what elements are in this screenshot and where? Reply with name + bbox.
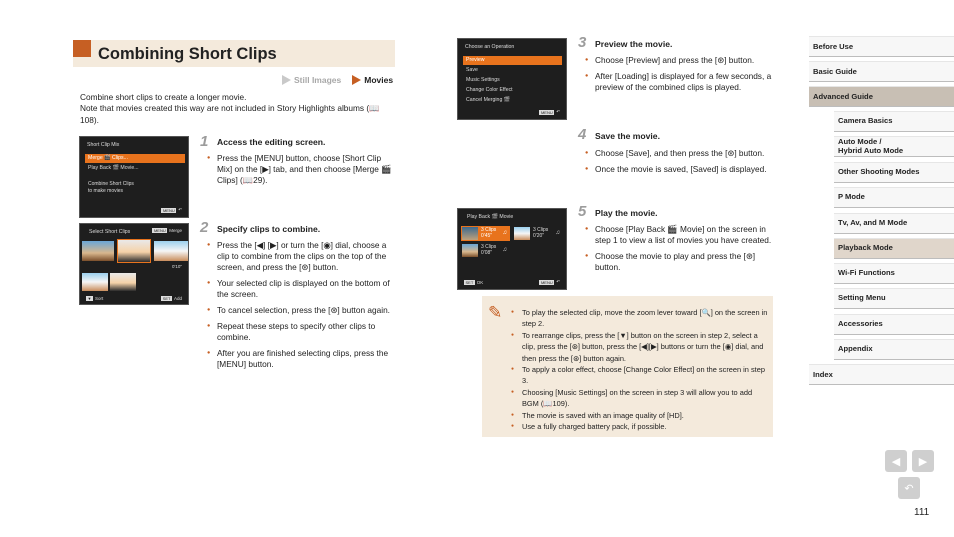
triangle-icon bbox=[282, 75, 291, 85]
tip-item: ● The movie is saved with an image quality of [HD]. bbox=[511, 410, 769, 421]
clip-thumbnail bbox=[154, 241, 188, 261]
step-title-4: Save the movie. bbox=[595, 131, 660, 141]
music-icon: ♫ bbox=[555, 230, 560, 236]
nav-appendix[interactable]: Appendix bbox=[834, 339, 954, 360]
movie-item-2 bbox=[513, 226, 563, 241]
step-4-bullets bbox=[585, 148, 775, 180]
nav-playback-mode[interactable]: Playback Mode bbox=[834, 238, 954, 259]
tip-item: ● To rearrange clips, press the [▼] button on the screen in step 2, select a clip, press the [⊛] button, press the [◀][▶] buttons or turn the [◉] dial, and then press the [⊛] button again. bbox=[511, 330, 769, 364]
nav-camera-basics[interactable]: Camera Basics bbox=[834, 111, 954, 132]
music-icon: ♫ bbox=[502, 230, 507, 236]
tip-item: ● Use a fully charged battery pack, if possible. bbox=[511, 421, 769, 432]
step-1-bullet: ● Press the [MENU] button, choose [Short Clip Mix] on the [▶] tab, and then choose [Merge 🎬 Clips] (📖29). bbox=[207, 153, 392, 186]
movie-thumbnail bbox=[514, 227, 530, 240]
return-icon: ↶ bbox=[556, 109, 560, 114]
ok-hint bbox=[464, 280, 483, 285]
step-5-bullet: ● Choose the movie to play and press the [⊛] button. bbox=[585, 251, 775, 273]
screen-title: Play Back 🎬 Movie bbox=[467, 214, 514, 220]
merge-hint bbox=[152, 228, 182, 233]
camera-screen-play-back-movie bbox=[457, 208, 567, 290]
sort-hint bbox=[86, 296, 103, 301]
prev-page-button[interactable] bbox=[885, 450, 907, 472]
menu-item-preview: Preview bbox=[463, 56, 562, 65]
menu-return-hint bbox=[161, 207, 182, 213]
step-4-bullet: ● Choose [Save], and then press the [⊛] button. bbox=[585, 148, 775, 159]
movie-item-1 bbox=[461, 226, 510, 241]
menu-label: MENU bbox=[162, 207, 175, 213]
movie-duration: 0'08" bbox=[481, 250, 493, 256]
step-5-bullet: ● Choose [Play Back 🎬 Movie] on the screen in step 1 to view a list of movies you have created. bbox=[585, 224, 775, 246]
intro-line-2-text: Note that movies created this way are not included in Story Highlights albums ( bbox=[80, 103, 370, 114]
tip-item: ● Choosing [Music Settings] on the screen in step 3 will allow you to add BGM (📖109). bbox=[511, 387, 769, 410]
menu-item-cancel: Cancel Merging 🎬 bbox=[466, 97, 511, 103]
nav-setting-menu[interactable]: Setting Menu bbox=[834, 288, 954, 309]
intro-end: ). bbox=[93, 114, 99, 125]
step-3-bullets bbox=[585, 55, 775, 98]
return-icon: ↶ bbox=[904, 482, 914, 495]
step-5-bullets bbox=[585, 224, 775, 278]
chevron-left-icon: ◀ bbox=[891, 455, 901, 468]
intro-line-2 bbox=[80, 103, 390, 126]
crumb-movies[interactable]: Movies bbox=[364, 75, 394, 85]
clip-thumbnail bbox=[82, 241, 114, 261]
down-icon: ▼ bbox=[87, 296, 92, 301]
step-number-2: 2 bbox=[200, 219, 209, 236]
menu-return-hint bbox=[539, 109, 560, 115]
chevron-right-icon: ▶ bbox=[918, 455, 928, 468]
intro-ref-link[interactable]: 108 bbox=[80, 114, 94, 125]
nav-before-use[interactable]: Before Use bbox=[809, 36, 954, 57]
movie-duration: 0'45" bbox=[481, 233, 493, 239]
screen-title: Select Short Clips bbox=[89, 229, 131, 235]
step-2-bullet: ● Press the [◀] [▶] or turn the [◉] dial, choose a clip to combine from the clips on the top of the screen, and press the [⊛] button. bbox=[207, 240, 392, 273]
camera-screen-choose-operation bbox=[457, 38, 567, 120]
nav-index[interactable]: Index bbox=[809, 364, 954, 385]
nav-advanced-guide[interactable]: Advanced Guide bbox=[809, 86, 954, 107]
menu-label: MENU bbox=[540, 109, 553, 115]
crumb-still-images[interactable]: Still Images bbox=[294, 75, 342, 85]
sort-label: Sort bbox=[94, 296, 104, 301]
step-title-3: Preview the movie. bbox=[595, 39, 673, 49]
step-title-1: Access the editing screen. bbox=[217, 137, 326, 147]
nav-wifi-functions[interactable]: Wi-Fi Functions bbox=[834, 263, 954, 284]
set-label: SET bbox=[465, 280, 474, 285]
movie-clip-count: 3 Clips bbox=[481, 227, 497, 233]
step-3-bullet: ● After [Loading] is displayed for a few seconds, a preview of the combined clips is played. bbox=[585, 71, 775, 93]
add-label: Add bbox=[173, 296, 182, 301]
triangle-active-icon bbox=[352, 75, 361, 85]
camera-screen-short-clip-mix bbox=[79, 136, 189, 218]
menu-label: MENU bbox=[540, 279, 553, 285]
camera-screen-select-clips bbox=[79, 223, 189, 305]
page-title: Combining Short Clips bbox=[98, 45, 277, 63]
breadcrumb bbox=[282, 75, 393, 85]
step-number-3: 3 bbox=[578, 34, 587, 51]
movie-clip-count: 3 Clips bbox=[533, 227, 549, 233]
screen-note-1: Combine Short Clips bbox=[88, 181, 134, 187]
tip-item: ● To play the selected clip, move the zoom lever toward [🔍] on the screen in step 2. bbox=[511, 307, 769, 330]
tip-item: ● To apply a color effect, choose [Change Color Effect] on the screen in step 3. bbox=[511, 364, 769, 387]
menu-label: MENU bbox=[153, 228, 166, 233]
intro-text bbox=[80, 92, 390, 126]
movie-item-3 bbox=[461, 243, 510, 258]
step-2-bullet: ● After you are finished selecting clips, press the [MENU] button. bbox=[207, 348, 392, 370]
screen-title: Choose an Operation bbox=[465, 44, 515, 50]
movie-duration: 0'20" bbox=[533, 233, 545, 239]
duration-value: 0'10" bbox=[172, 264, 182, 269]
step-2-bullet: ● Repeat these steps to specify other clips to combine. bbox=[207, 321, 392, 343]
step-2-bullet: ● Your selected clip is displayed on the bottom of the screen. bbox=[207, 278, 392, 300]
nav-accessories[interactable]: Accessories bbox=[834, 314, 954, 335]
nav-basic-guide[interactable]: Basic Guide bbox=[809, 61, 954, 82]
step-number-5: 5 bbox=[578, 203, 587, 220]
return-button[interactable] bbox=[898, 477, 920, 499]
movie-thumbnail bbox=[462, 244, 478, 257]
clip-thumbnail-selected bbox=[117, 239, 151, 263]
music-icon: ♫ bbox=[502, 247, 507, 253]
nav-p-mode[interactable]: P Mode bbox=[834, 187, 954, 208]
screen-title: Short Clip Mix bbox=[87, 142, 120, 148]
step-title-5: Play the movie. bbox=[595, 208, 658, 218]
step-3-bullet: ● Choose [Preview] and press the [⊛] button. bbox=[585, 55, 775, 66]
add-hint bbox=[161, 296, 182, 301]
next-page-button[interactable] bbox=[912, 450, 934, 472]
return-icon: ↶ bbox=[178, 207, 182, 212]
movie-thumbnail bbox=[462, 227, 478, 240]
nav-other-shooting-modes[interactable]: Other Shooting Modes bbox=[834, 162, 954, 183]
return-icon: ↶ bbox=[556, 279, 560, 284]
tips-list bbox=[511, 307, 769, 432]
merged-clip-thumbnail bbox=[82, 273, 108, 291]
menu-item-music: Music Settings bbox=[466, 77, 500, 83]
intro-line-1: Combine short clips to create a longer movie. bbox=[80, 92, 247, 102]
step-1-bullets bbox=[207, 153, 392, 191]
menu-item-save: Save bbox=[466, 67, 478, 73]
movie-clip-count: 3 Clips bbox=[481, 244, 497, 250]
merged-clip-thumbnail bbox=[110, 273, 136, 291]
pencil-icon: ✎ bbox=[488, 303, 503, 322]
step-2-bullets bbox=[207, 240, 392, 375]
merge-label: Merge bbox=[169, 228, 182, 233]
ok-label: OK bbox=[476, 280, 484, 285]
title-marker bbox=[73, 40, 91, 57]
book-icon: 📖 bbox=[369, 103, 380, 114]
step-number-1: 1 bbox=[200, 133, 209, 150]
step-2-bullet: ● To cancel selection, press the [⊛] button again. bbox=[207, 305, 392, 316]
step-4-bullet: ● Once the movie is saved, [Saved] is displayed. bbox=[585, 164, 775, 175]
set-label: SET bbox=[162, 296, 171, 301]
menu-return-hint bbox=[539, 279, 560, 285]
nav-tv-av-m-mode[interactable]: Tv, Av, and M Mode bbox=[834, 213, 954, 234]
nav-auto-mode[interactable]: Auto Mode / Hybrid Auto Mode bbox=[834, 136, 954, 157]
step-number-4: 4 bbox=[578, 126, 587, 143]
step-title-2: Specify clips to combine. bbox=[217, 224, 321, 234]
clip-duration bbox=[172, 264, 182, 269]
menu-item-merge: Merge 🎬 Clips... bbox=[85, 154, 185, 163]
menu-item-playback: Play Back 🎬 Movie... bbox=[88, 165, 139, 171]
menu-item-color: Change Color Effect bbox=[466, 87, 513, 93]
screen-note-2: to make movies bbox=[88, 188, 124, 194]
page-number: 111 bbox=[914, 507, 930, 518]
